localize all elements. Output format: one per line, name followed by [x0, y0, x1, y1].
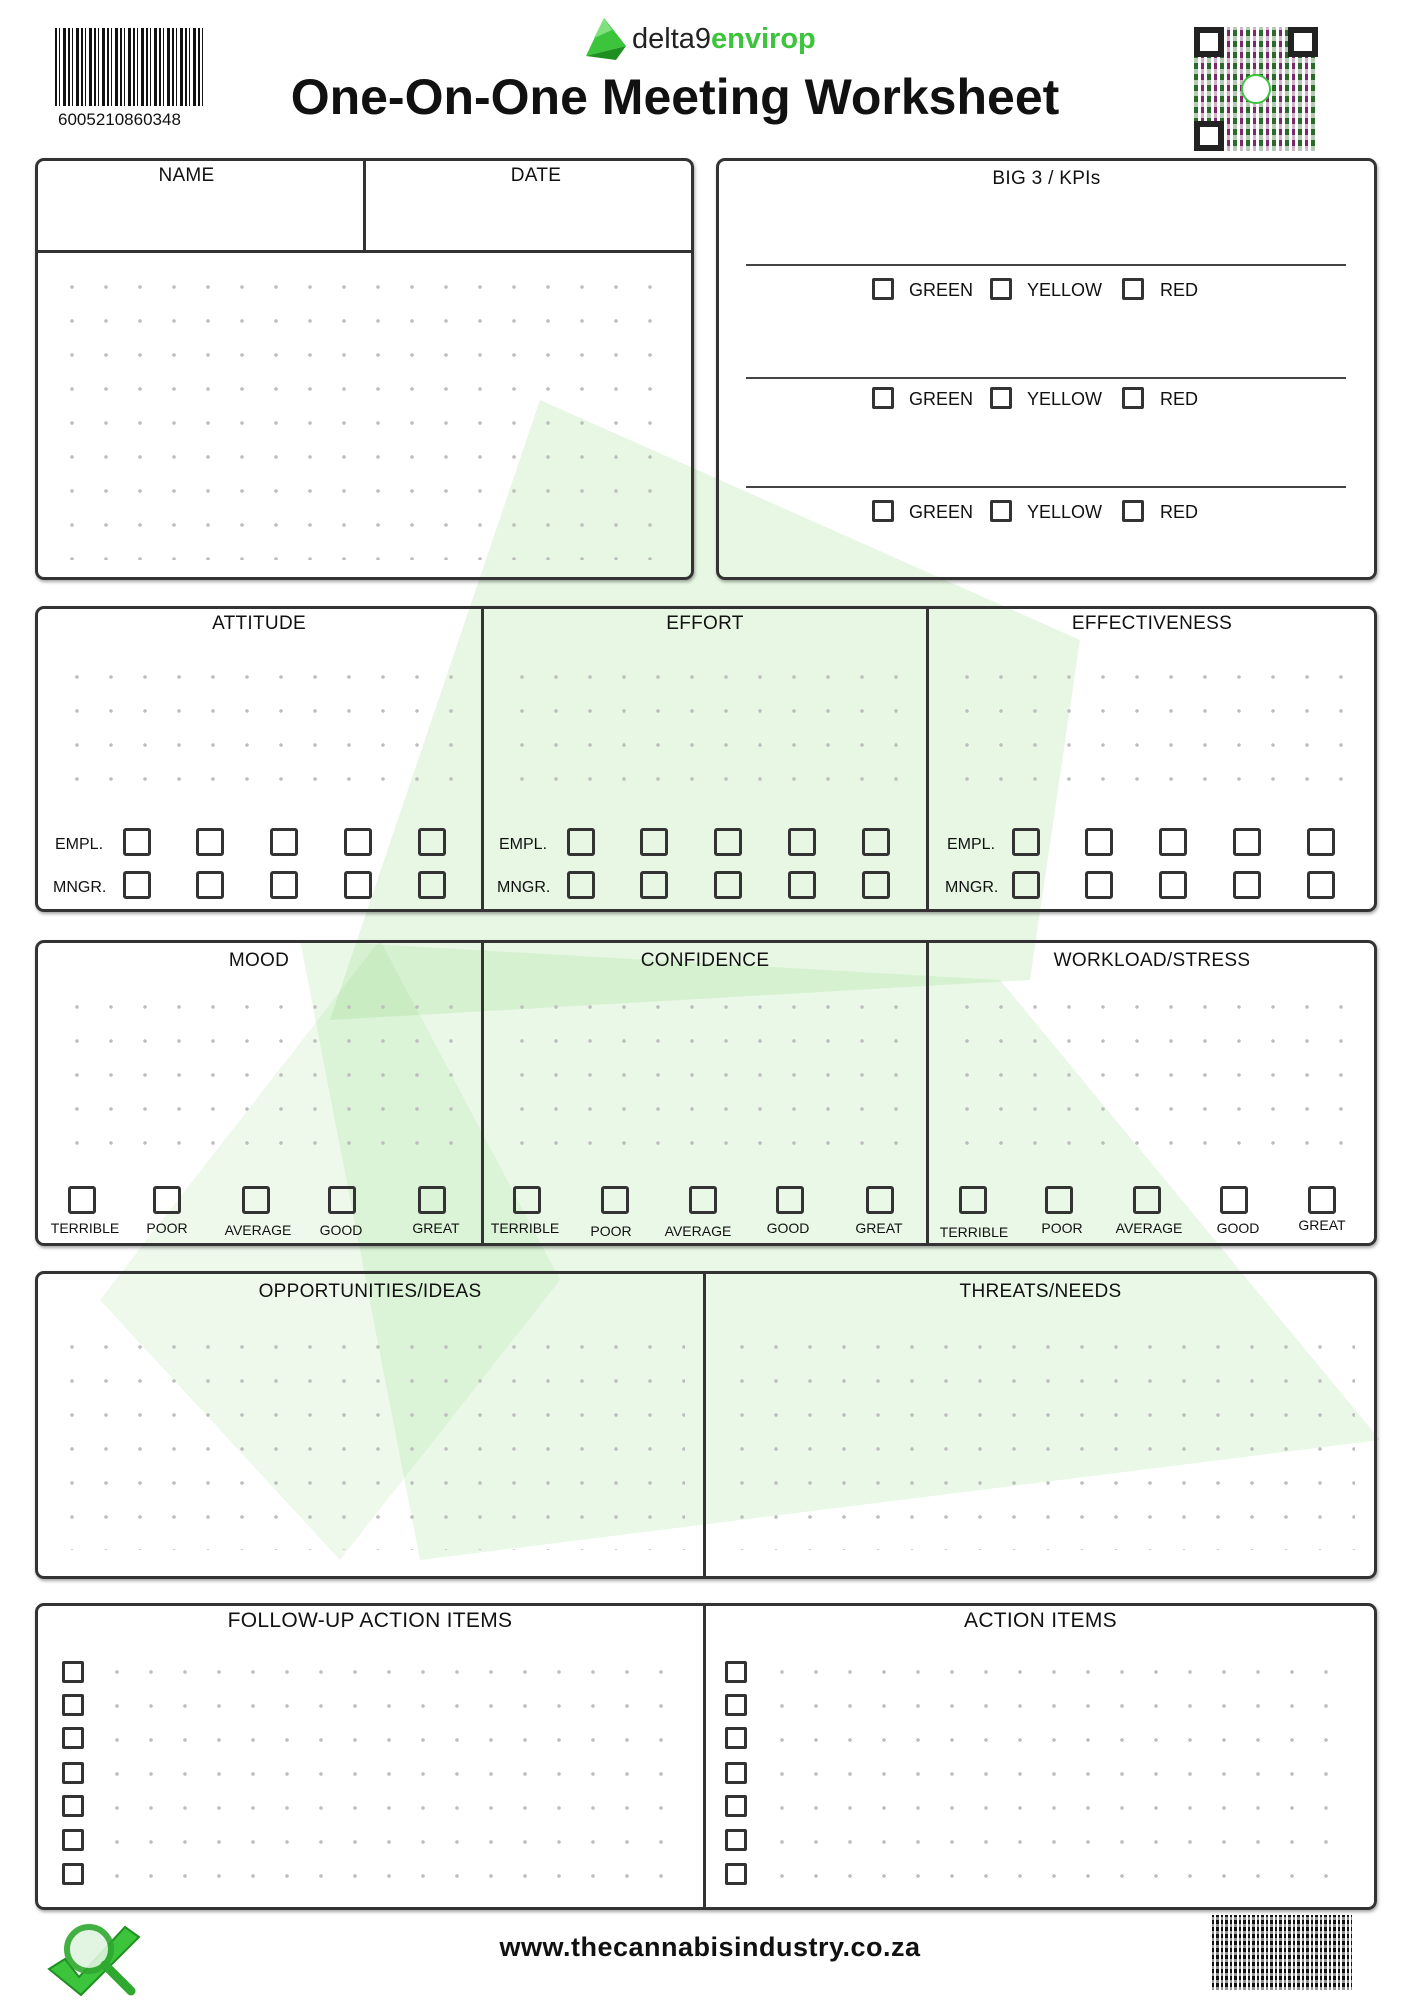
attitude-mngr-checkbox[interactable] [344, 871, 372, 899]
workload-good-checkbox[interactable] [1220, 1186, 1248, 1214]
mood-average-label: AVERAGE [224, 1222, 292, 1238]
effectiveness-mngr-checkbox[interactable] [1307, 871, 1335, 899]
effort-mngr-checkbox[interactable] [788, 871, 816, 899]
mood-terrible-checkbox[interactable] [68, 1186, 96, 1214]
kpi-title: BIG 3 / KPIs [992, 168, 1101, 189]
kpi-green-checkbox[interactable] [872, 387, 894, 409]
attitude-title: ATTITUDE [212, 613, 306, 634]
threats-notes[interactable] [725, 1330, 1355, 1550]
attitude-mngr-checkbox[interactable] [196, 871, 224, 899]
confidence-poor-checkbox[interactable] [601, 1186, 629, 1214]
mngr-label: MNGR. [945, 879, 999, 896]
effectiveness-empl-checkbox[interactable] [1159, 828, 1187, 856]
magnifier-check-icon [45, 1915, 145, 1997]
attitude-empl-checkbox[interactable] [196, 828, 224, 856]
effort-empl-checkbox[interactable] [862, 828, 890, 856]
effort-mngr-checkbox[interactable] [567, 871, 595, 899]
workload-poor-label: POOR [1041, 1220, 1083, 1236]
kpi-green-label: GREEN [909, 502, 974, 522]
effort-title: EFFORT [666, 613, 744, 634]
kpi-red-label: RED [1160, 502, 1199, 522]
effort-mngr-checkbox[interactable] [714, 871, 742, 899]
workload-average-label: AVERAGE [1115, 1220, 1183, 1236]
confidence-poor-label: POOR [590, 1223, 632, 1239]
confidence-title: CONFIDENCE [640, 950, 770, 971]
mood-great-label: GREAT [412, 1220, 460, 1236]
effort-empl-checkbox[interactable] [714, 828, 742, 856]
footer-code [1212, 1915, 1352, 1990]
empl-label: EMPL. [55, 836, 104, 853]
empl-label: EMPL. [499, 836, 548, 853]
opportunities-title: OPPORTUNITIES/IDEAS [258, 1281, 482, 1302]
mood-poor-checkbox[interactable] [153, 1186, 181, 1214]
mood-terrible-label: TERRIBLE [50, 1220, 120, 1236]
attitude-empl-checkbox[interactable] [418, 828, 446, 856]
kpi-red-checkbox[interactable] [1122, 500, 1144, 522]
workload-good-label: GOOD [1216, 1220, 1260, 1236]
confidence-great-checkbox[interactable] [866, 1186, 894, 1214]
brand-logo [582, 14, 816, 64]
effort-mngr-checkbox[interactable] [862, 871, 890, 899]
kpi-green-label: GREEN [909, 389, 974, 409]
opportunities-notes[interactable] [55, 1330, 685, 1550]
effectiveness-empl-checkbox[interactable] [1307, 828, 1335, 856]
follow-up-checkbox[interactable] [62, 1661, 84, 1683]
kpi-green-checkbox[interactable] [872, 278, 894, 300]
follow-up-checkbox[interactable] [62, 1694, 84, 1716]
kpi-yellow-label: YELLOW [1027, 280, 1103, 300]
brand-name-part1: delta9 [632, 22, 712, 55]
mood-good-label: GOOD [319, 1222, 363, 1238]
name-field[interactable] [40, 190, 360, 246]
kpi-yellow-label: YELLOW [1027, 389, 1103, 409]
action-item-checkbox[interactable] [725, 1863, 747, 1885]
effectiveness-mngr-checkbox[interactable] [1233, 871, 1261, 899]
mngr-label: MNGR. [53, 879, 107, 896]
kpi-green-checkbox[interactable] [872, 500, 894, 522]
confidence-terrible-checkbox[interactable] [513, 1186, 541, 1214]
workload-great-checkbox[interactable] [1308, 1186, 1336, 1214]
qr-code [1194, 27, 1318, 151]
effort-empl-checkbox[interactable] [640, 828, 668, 856]
attitude-mngr-checkbox[interactable] [270, 871, 298, 899]
action-item-checkbox[interactable] [725, 1661, 747, 1683]
attitude-mngr-checkbox[interactable] [123, 871, 151, 899]
threats-title: THREATS/NEEDS [959, 1281, 1122, 1302]
mood-great-checkbox[interactable] [418, 1186, 446, 1214]
kpi-row [872, 498, 1212, 526]
action-item-checkbox[interactable] [725, 1694, 747, 1716]
mood-title: MOOD [228, 950, 290, 971]
mood-good-checkbox[interactable] [328, 1186, 356, 1214]
effectiveness-empl-checkbox[interactable] [1085, 828, 1113, 856]
workload-poor-checkbox[interactable] [1045, 1186, 1073, 1214]
confidence-great-label: GREAT [855, 1220, 903, 1236]
barcode-number: 6005210860348 [58, 110, 181, 129]
kpi-red-label: RED [1160, 389, 1199, 409]
mngr-label: MNGR. [497, 879, 551, 896]
confidence-good-checkbox[interactable] [776, 1186, 804, 1214]
kpi-yellow-checkbox[interactable] [990, 278, 1012, 300]
attitude-empl-checkbox[interactable] [270, 828, 298, 856]
kpi-row [872, 276, 1212, 304]
name-label: NAME [158, 165, 215, 186]
attitude-empl-checkbox[interactable] [344, 828, 372, 856]
kpi-red-checkbox[interactable] [1122, 387, 1144, 409]
mood-average-checkbox[interactable] [242, 1186, 270, 1214]
footer-website: www.thecannabisindustry.co.za [499, 1932, 921, 1962]
workload-terrible-checkbox[interactable] [959, 1186, 987, 1214]
action-items-title: ACTION ITEMS [964, 1609, 1117, 1632]
attitude-empl-checkbox[interactable] [123, 828, 151, 856]
workload-great-label: GREAT [1298, 1217, 1346, 1233]
kpi-red-checkbox[interactable] [1122, 278, 1144, 300]
effectiveness-mngr-checkbox[interactable] [1012, 871, 1040, 899]
effectiveness-empl-checkbox[interactable] [1233, 828, 1261, 856]
effort-mngr-checkbox[interactable] [640, 871, 668, 899]
action-item-checkbox[interactable] [725, 1829, 747, 1851]
follow-up-title: FOLLOW-UP ACTION ITEMS [227, 1609, 513, 1632]
workload-average-checkbox[interactable] [1133, 1186, 1161, 1214]
confidence-average-checkbox[interactable] [689, 1186, 717, 1214]
confidence-average-label: AVERAGE [664, 1223, 732, 1239]
workload-terrible-label: TERRIBLE [939, 1224, 1009, 1240]
brand-name-part2: envirop [711, 22, 816, 55]
brand-logo-icon [582, 16, 632, 62]
page-title: One-On-One Meeting Worksheet [290, 69, 1060, 125]
effort-empl-checkbox[interactable] [788, 828, 816, 856]
workload-stress-title: WORKLOAD/STRESS [1053, 950, 1251, 971]
effectiveness-title: EFFECTIVENESS [1071, 613, 1233, 634]
barcode [55, 28, 205, 106]
follow-up-checkbox[interactable] [62, 1727, 84, 1749]
follow-up-checkbox[interactable] [62, 1762, 84, 1784]
kpi-green-label: GREEN [909, 280, 974, 300]
effectiveness-mngr-checkbox[interactable] [1085, 871, 1113, 899]
kpi-yellow-label: YELLOW [1027, 502, 1103, 522]
mood-poor-label: POOR [146, 1220, 188, 1236]
kpi-yellow-checkbox[interactable] [990, 387, 1012, 409]
effectiveness-mngr-checkbox[interactable] [1159, 871, 1187, 899]
follow-up-checkbox[interactable] [62, 1863, 84, 1885]
action-item-checkbox[interactable] [725, 1795, 747, 1817]
action-item-checkbox[interactable] [725, 1762, 747, 1784]
kpi-row [872, 385, 1212, 413]
confidence-good-label: GOOD [766, 1220, 810, 1236]
notes-area[interactable] [55, 270, 670, 560]
follow-up-checkbox[interactable] [62, 1829, 84, 1851]
kpi-red-label: RED [1160, 280, 1199, 300]
effort-empl-checkbox[interactable] [567, 828, 595, 856]
kpi-yellow-checkbox[interactable] [990, 500, 1012, 522]
attitude-mngr-checkbox[interactable] [418, 871, 446, 899]
effectiveness-empl-checkbox[interactable] [1012, 828, 1040, 856]
date-label: DATE [510, 165, 562, 186]
follow-up-checkbox[interactable] [62, 1795, 84, 1817]
date-field[interactable] [368, 190, 688, 246]
empl-label: EMPL. [947, 836, 996, 853]
action-item-checkbox[interactable] [725, 1727, 747, 1749]
confidence-terrible-label: TERRIBLE [490, 1220, 560, 1236]
